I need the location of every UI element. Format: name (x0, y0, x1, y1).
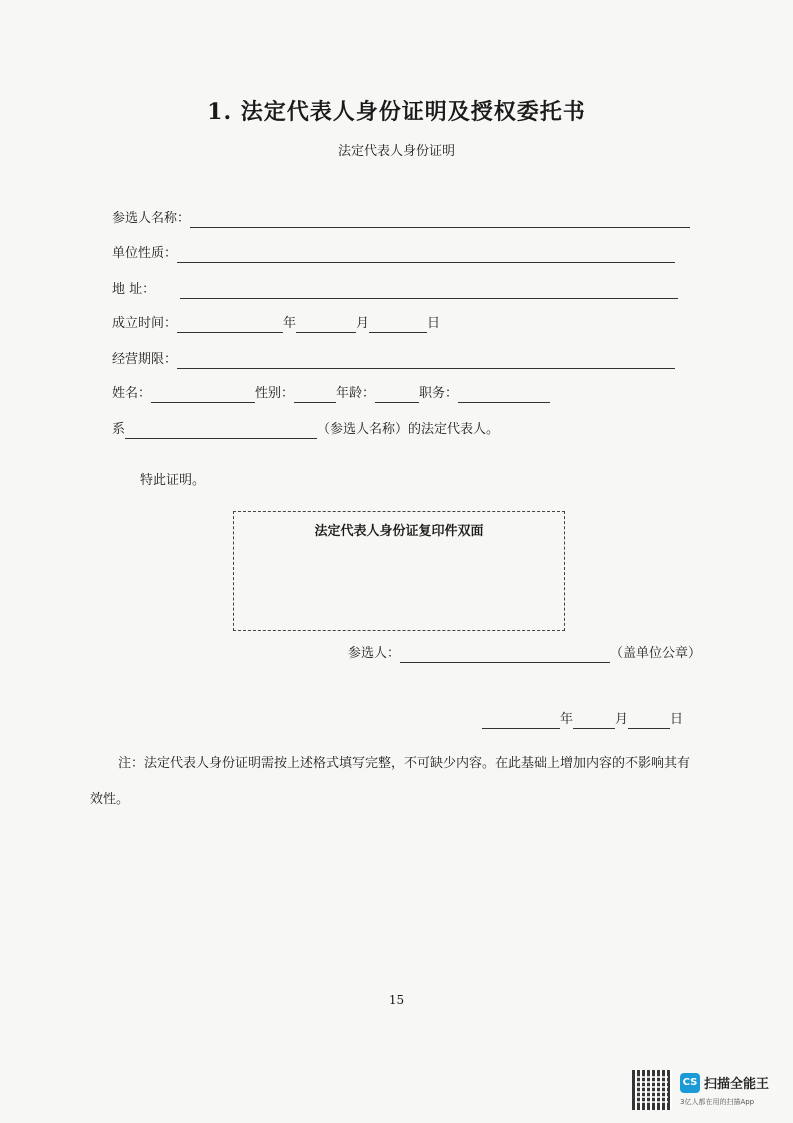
scanner-app-name: 扫描全能王 (704, 1077, 770, 1092)
bidder-name-label: 参选人名称： (112, 211, 191, 226)
person-info-row (112, 385, 550, 403)
id-copy-box-label: 法定代表人身份证复印件双面 (314, 524, 484, 539)
address-row (112, 281, 678, 299)
sign-day-line (628, 714, 670, 729)
established-row (112, 315, 440, 333)
established-month-label: 月 (356, 316, 370, 331)
id-copy-box (233, 511, 565, 631)
age-label: 年龄： (336, 386, 376, 401)
note-line-2: 效性。 (90, 792, 130, 807)
page-number: 15 (388, 993, 405, 1007)
belongs-suffix: （参选人名称）的法定代表人。 (317, 422, 500, 437)
age-line (375, 388, 419, 403)
seal-note: （盖单位公章） (610, 646, 702, 661)
unit-nature-line (177, 248, 675, 263)
bidder-sign-row (348, 645, 701, 663)
bidder-sign-label: 参选人： (348, 646, 401, 661)
sign-month-label: 月 (615, 712, 629, 727)
bidder-name-row (112, 210, 690, 228)
business-term-label: 经营期限： (112, 352, 178, 367)
sign-month-line (573, 714, 615, 729)
business-term-line (177, 354, 675, 369)
camscanner-logo-icon: CS (680, 1073, 700, 1093)
bidder-sign-line (400, 648, 610, 663)
name-label: 姓名： (112, 386, 152, 401)
position-label: 职务： (419, 386, 459, 401)
established-day-label: 日 (427, 316, 441, 331)
scanner-watermark (632, 1070, 782, 1112)
sign-day-label: 日 (670, 712, 684, 727)
note-line-1: 注：法定代表人身份证明需按上述格式填写完整，不可缺少内容。在此基础上增加内容的不影响其有 (118, 756, 691, 771)
belongs-prefix: 系 (112, 422, 126, 437)
document-subtitle: 法定代表人身份证明 (337, 144, 455, 159)
document-title: 1. 法定代表人身份证明及授权委托书 (207, 99, 586, 125)
qr-code-icon (632, 1070, 672, 1110)
gender-line (294, 388, 336, 403)
established-label: 成立时间： (112, 316, 178, 331)
belongs-row (112, 421, 499, 439)
belongs-line (125, 424, 317, 439)
name-line (151, 388, 255, 403)
unit-nature-label: 单位性质： (112, 246, 178, 261)
established-year-line (177, 318, 283, 333)
business-term-row (112, 351, 675, 369)
address-line (180, 284, 678, 299)
established-month-line (296, 318, 356, 333)
sign-year-line (482, 714, 560, 729)
sign-date-row (482, 711, 683, 729)
position-line (458, 388, 550, 403)
sign-year-label: 年 (560, 712, 574, 727)
unit-nature-row (112, 245, 675, 263)
hereby-text: 特此证明。 (140, 473, 206, 488)
address-label: 地 址： (112, 282, 156, 297)
scanner-tagline: 3亿人都在用的扫描App (680, 1098, 755, 1106)
established-year-label: 年 (283, 316, 297, 331)
gender-label: 性别： (255, 386, 295, 401)
established-day-line (369, 318, 427, 333)
bidder-name-line (190, 213, 690, 228)
